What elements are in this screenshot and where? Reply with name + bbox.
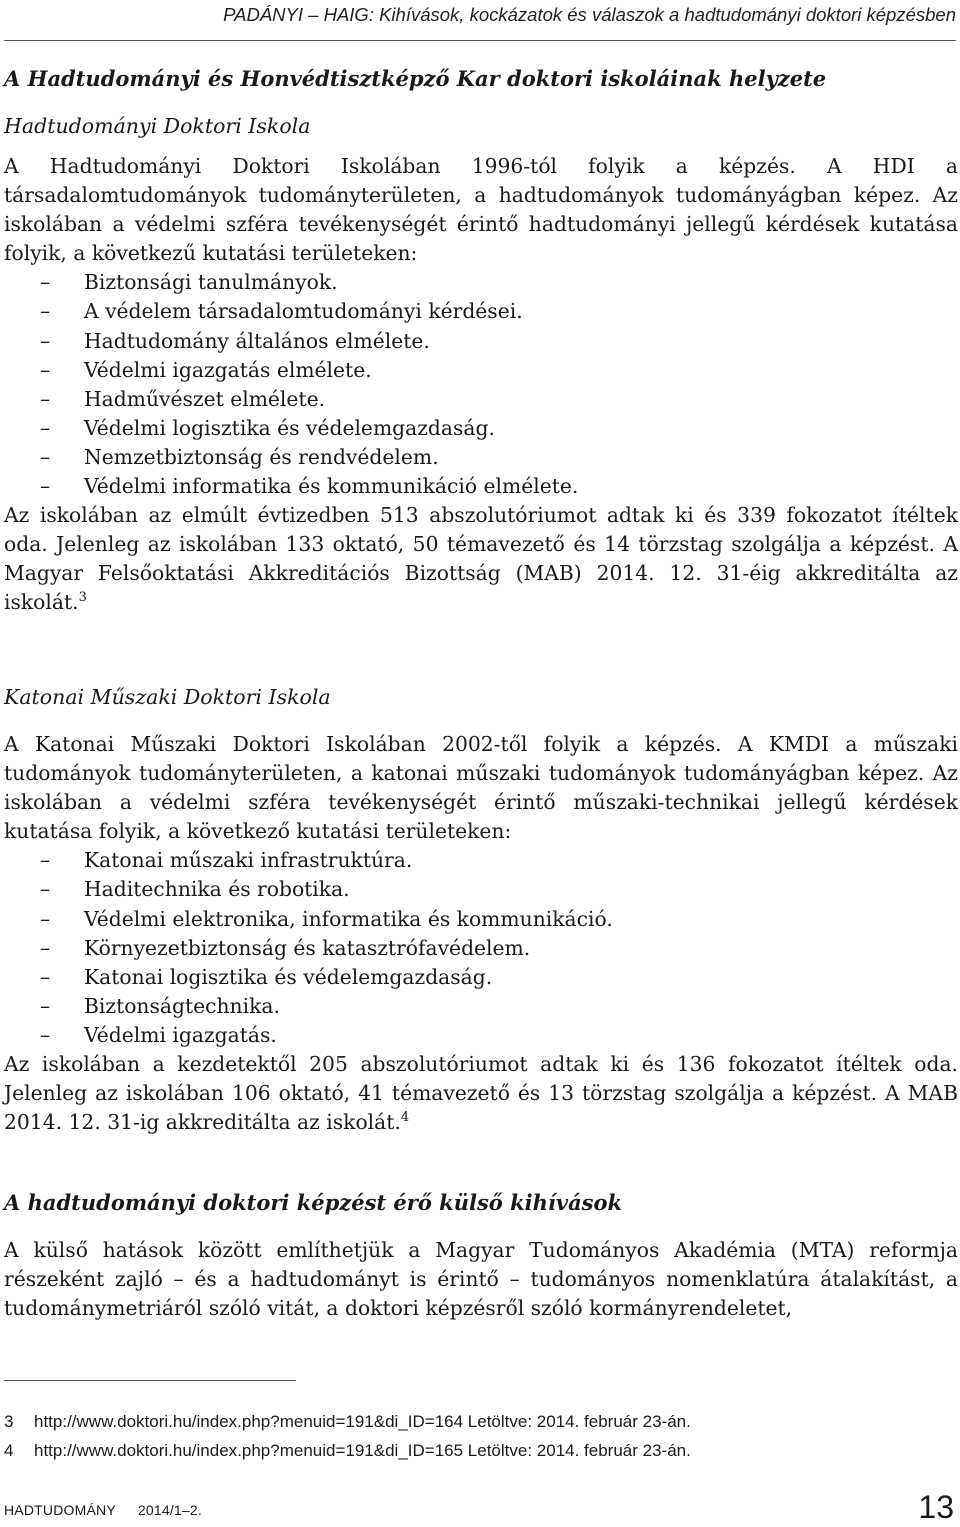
list-item: – Hadművészet elmélete.: [4, 385, 958, 414]
footnote-ref-3: 3: [78, 590, 87, 606]
journal-name: HADTUDOMÁNY: [4, 1502, 116, 1518]
kmdi-intro-paragraph: A Katonai Műszaki Doktori Iskolában 2002-től folyik a képzés. A KMDI a műszaki tudományok tudományterületen, a katonai műszaki tudományok tudományágban képez. Az iskolában a védelmi szféra tevékenységét érintő műszaki-technikai jellegű kérdések kutatása folyik, a következő kutatási területeken:: [4, 732, 958, 844]
list-item: – Haditechnika és robotika.: [4, 875, 958, 904]
kmdi-heading: Katonai Műszaki Doktori Iskola: [4, 685, 331, 709]
list-item: – Katonai műszaki infrastruktúra.: [4, 846, 958, 875]
footnote-3: [4, 1412, 691, 1432]
footnote-number: 4: [4, 1441, 14, 1460]
page-footer: [4, 1502, 202, 1518]
footnote-rule: [4, 1380, 296, 1381]
list-item: – Biztonsági tanulmányok.: [4, 268, 958, 297]
list-item: – Környezetbiztonság és katasztrófavédelem.: [4, 934, 958, 963]
list-item: – A védelem társadalomtudományi kérdései.: [4, 297, 958, 326]
list-item: – Biztonságtechnika.: [4, 992, 958, 1021]
kmdi-summary-text: Az iskolában a kezdetektől 205 abszolutóriumot adtak ki és 136 fokozatot ítéltek oda. Jelenleg az iskolában 106 oktató, 41 témavezető és 13 törzstag szolgálja a képzést. A MAB 2014. 12. 31-ig akkreditálta az iskolát.: [4, 1052, 958, 1135]
hdi-research-areas: [4, 268, 958, 501]
hdi-intro-paragraph: A Hadtudományi Doktori Iskolában 1996-tól folyik a képzés. A HDI a társadalomtudományok tudományterületen, a hadtudományok tudományágban képez. Az iskolában a védelmi szféra tevékenységét érintő hadtudományi jellegű kérdések kutatása folyik, a következű kutatási területeken:: [4, 154, 958, 266]
hdi-summary-paragraph: [4, 501, 958, 617]
list-item: – Védelmi informatika és kommunikáció elmélete.: [4, 472, 958, 501]
list-item: – Védelmi igazgatás elmélete.: [4, 356, 958, 385]
page-number: 13: [918, 1489, 954, 1525]
challenges-heading: A hadtudományi doktori képzést érő külső kihívások: [4, 1190, 623, 1215]
list-item: – Védelmi igazgatás.: [4, 1021, 958, 1050]
challenges-paragraph: A külső hatások között említhetjük a Magyar Tudományos Akadémia (MTA) reformja részeként zajló – és a hadtudományt is érintő – tudományos nomenklatúra átalakítást, a tudománymetriáról szóló vitát, a doktori képzésről szóló kormányrendeletet,: [4, 1238, 958, 1321]
footnote-text: http://www.doktori.hu/index.php?menuid=191&di_ID=165 Letöltve: 2014. február 23-án.: [34, 1441, 691, 1460]
footnote-text: http://www.doktori.hu/index.php?menuid=191&di_ID=164 Letöltve: 2014. február 23-án.: [34, 1412, 691, 1431]
list-item: – Nemzetbiztonság és rendvédelem.: [4, 443, 958, 472]
kmdi-section: [4, 730, 958, 1137]
challenges-section: [4, 1236, 958, 1323]
running-head: PADÁNYI – HAIG: Kihívások, kockázatok és válaszok a hadtudományi doktori képzésben: [223, 4, 956, 25]
section-heading: A Hadtudományi és Honvédtisztképző Kar doktori iskoláinak helyzete: [4, 66, 827, 91]
list-item: – Hadtudomány általános elmélete.: [4, 327, 958, 356]
footnote-number: 3: [4, 1412, 14, 1431]
hdi-summary-text: Az iskolában az elmúlt évtizedben 513 abszolutóriumot adtak ki és 339 fokozatot ítéltek oda. Jelenleg az iskolában 133 oktató, 50 témavezető és 14 törzstag szolgálja a képzést. A Magyar Felsőoktatási Akkreditációs Bizottság (MAB) 2014. 12. 31-éig akkreditálta az iskolát.: [4, 503, 958, 615]
list-item: – Védelmi elektronika, informatika és kommunikáció.: [4, 905, 958, 934]
list-item: – Védelmi logisztika és védelemgazdaság.: [4, 414, 958, 443]
footnote-4: [4, 1441, 691, 1461]
hdi-section: [4, 152, 958, 618]
footnote-ref-4: 4: [400, 1110, 410, 1126]
hdi-heading: Hadtudományi Doktori Iskola: [4, 114, 311, 138]
issue-number: 2014/1–2.: [137, 1502, 202, 1518]
list-item: – Katonai logisztika és védelemgazdaság.: [4, 963, 958, 992]
kmdi-research-areas: [4, 846, 958, 1050]
kmdi-summary-paragraph: [4, 1050, 958, 1137]
header-rule: [4, 40, 956, 41]
